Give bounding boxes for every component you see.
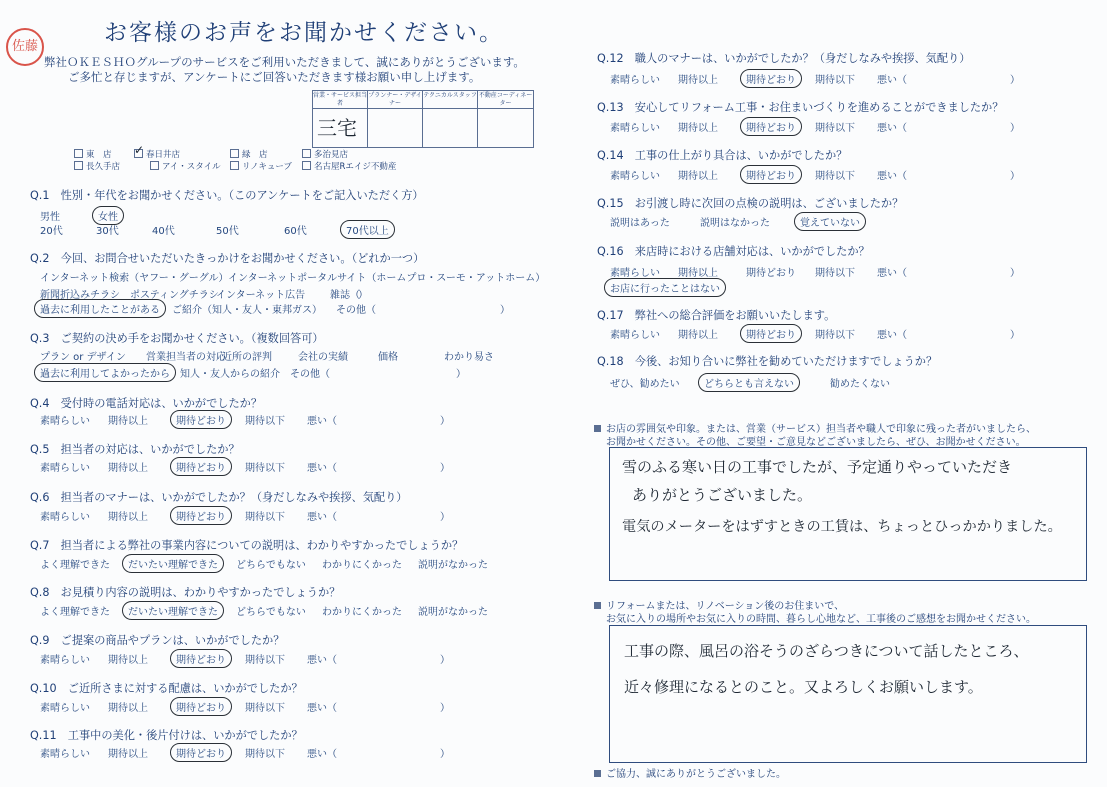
- q13-option[interactable]: ）: [1010, 123, 1020, 134]
- q3-option[interactable]: ）: [456, 369, 466, 380]
- q7-option[interactable]: どちらでもない: [236, 560, 306, 571]
- q17-option[interactable]: 期待以下: [815, 330, 855, 341]
- q16-option-selected[interactable]: お店に行ったことはない: [604, 278, 726, 297]
- q11-option-selected[interactable]: 期待どおり: [170, 743, 232, 762]
- q1-option-selected[interactable]: 70代以上: [340, 220, 395, 239]
- q8-option[interactable]: わかりにくかった: [322, 607, 402, 618]
- page-title: お客様のお声をお聞かせください。: [104, 20, 504, 46]
- q1-option[interactable]: 30代: [96, 226, 119, 237]
- checkbox-icon: [74, 149, 83, 158]
- checkbox-icon: [150, 161, 159, 170]
- q17-option[interactable]: ）: [1010, 330, 1020, 341]
- comment1-box[interactable]: [609, 447, 1087, 581]
- q6-option[interactable]: 悪い（: [307, 512, 337, 523]
- q13-option-selected[interactable]: 期待どおり: [740, 117, 802, 136]
- q2-option[interactable]: インターネット広告: [216, 290, 306, 301]
- staff-header-technical: テクニカルスタッフ: [423, 91, 478, 109]
- q1-option[interactable]: 20代: [40, 226, 63, 237]
- q8-option[interactable]: 説明がなかった: [418, 607, 488, 618]
- q13-option[interactable]: 素晴らしい: [610, 123, 660, 134]
- q4-option[interactable]: 期待以下: [245, 416, 285, 427]
- store-nagakute: 長久手店: [74, 160, 120, 172]
- q1-option[interactable]: 50代: [216, 226, 239, 237]
- q16-option[interactable]: 期待どおり: [746, 268, 796, 279]
- q5-option[interactable]: 期待以上: [108, 463, 148, 474]
- q12-option[interactable]: 期待以上: [678, 75, 718, 86]
- question-18-text: Q.18 今後、お知り合いに弊社を勧めていただけますでしょうか？: [597, 355, 938, 368]
- q16-option[interactable]: ）: [1010, 268, 1020, 279]
- square-bullet-icon: [594, 425, 601, 432]
- question-11-text: Q.11 工事中の美化・後片付けは、いかがでしたか？: [30, 729, 303, 742]
- store-kasugai: ✓ 春日井店: [134, 143, 181, 160]
- q9-option[interactable]: 悪い（: [307, 655, 337, 666]
- q12-option[interactable]: 素晴らしい: [610, 75, 660, 86]
- q12-option[interactable]: ）: [1010, 75, 1020, 86]
- q18-option[interactable]: ぜひ、勧めたい: [610, 379, 680, 390]
- store-midori: 緑 店: [230, 148, 268, 160]
- staff-cell-realestate: [478, 109, 533, 147]
- q11-option[interactable]: 期待以下: [245, 749, 285, 760]
- question-1-text: Q.1 性別・年代をお聞かせください。（このアンケートをご記入いただく方）: [30, 189, 424, 202]
- question-12-text: Q.12 職人のマナーは、いかがでしたか？（身だしなみや挨拶、気配り）: [597, 52, 971, 65]
- q9-option[interactable]: 期待以下: [245, 655, 285, 666]
- question-8-text: Q.8 お見積り内容の説明は、わかりやすかったでしょうか？: [30, 586, 341, 599]
- q2-option[interactable]: 雑誌（: [330, 290, 360, 301]
- q3-option[interactable]: プラン or デザイン: [40, 352, 126, 363]
- q3-option[interactable]: 知人・友人からの紹介: [180, 369, 280, 380]
- q17-option[interactable]: 悪い（: [877, 330, 907, 341]
- comment1-prompt: お店の雰囲気や印象。または、営業（サービス）担当者や職人で印象に残った者がいましたら、 お聞かせください。その他、ご要望・ご意見などございましたら、ぜひ、お聞かせください。: [594, 423, 1036, 449]
- comment2-line-2: 近々修理になるとのこと。又よろしくお願いします。: [624, 678, 983, 696]
- store-nagoya-rage: 名古屋Rエイジ不動産: [302, 160, 396, 172]
- q18-option[interactable]: 勧めたくない: [830, 379, 890, 390]
- question-10-text: Q.10 ご近所さまに対する配慮は、いかがでしたか？: [30, 682, 303, 695]
- q4-option[interactable]: 素晴らしい: [40, 416, 90, 427]
- comment1-line-2: ありがとうございました。: [632, 486, 813, 504]
- q2-option[interactable]: インターネットポータルサイト（ホームプロ・スーモ・アットホーム）: [228, 273, 546, 284]
- checkbox-icon: [302, 161, 311, 170]
- q5-option[interactable]: 悪い（: [307, 463, 337, 474]
- question-5-text: Q.5 担当者の対応は、いかがでしたか？: [30, 443, 240, 456]
- question-14-text: Q.14 工事の仕上がり具合は、いかがでしたか？: [597, 149, 848, 162]
- q11-option[interactable]: 悪い（: [307, 749, 337, 760]
- store-renocube: リノキューブ: [230, 160, 292, 172]
- q13-option[interactable]: 期待以上: [678, 123, 718, 134]
- q10-option[interactable]: 悪い（: [307, 703, 337, 714]
- q5-option[interactable]: 素晴らしい: [40, 463, 90, 474]
- q7-option[interactable]: わかりにくかった: [322, 560, 402, 571]
- q6-option[interactable]: 期待以下: [245, 512, 285, 523]
- q12-option[interactable]: 悪い（: [877, 75, 907, 86]
- q6-option[interactable]: 期待以上: [108, 512, 148, 523]
- q1-option[interactable]: 男性: [40, 212, 60, 223]
- q1-option[interactable]: 40代: [152, 226, 175, 237]
- store-east: 東 店: [74, 148, 112, 160]
- q2-option[interactable]: ポスティングチラシ: [130, 290, 219, 301]
- q9-option[interactable]: ）: [440, 655, 450, 666]
- intro-line-1: 弊社ＯＫＥＳＨＯグループのサービスをご利用いただきまして、誠にありがとうございます。: [44, 55, 525, 69]
- question-15-text: Q.15 お引渡し時に次回の点検の説明は、ございましたか？: [597, 197, 904, 210]
- q16-option[interactable]: 期待以上: [678, 268, 718, 279]
- q3-option[interactable]: その他（: [290, 369, 330, 380]
- seal-stamp: 佐藤: [6, 28, 44, 66]
- q12-option-selected[interactable]: 期待どおり: [740, 69, 802, 88]
- q4-option-selected[interactable]: 期待どおり: [170, 410, 232, 429]
- q2-option[interactable]: ご紹介（知人・友人・東邦ガス）: [172, 305, 322, 316]
- q2-option[interactable]: インターネット検索（ヤフー・グーグル）: [40, 273, 229, 284]
- q14-option[interactable]: 悪い（: [877, 171, 907, 182]
- question-6-text: Q.6 担当者のマナーは、いかがでしたか？（身だしなみや挨拶、気配り）: [30, 491, 408, 504]
- q3-option-selected[interactable]: 過去に利用してよかったから: [34, 363, 176, 382]
- q14-option[interactable]: 期待以下: [815, 171, 855, 182]
- q2-option[interactable]: 新聞折込みチラシ: [40, 290, 120, 301]
- q11-option[interactable]: 素晴らしい: [40, 749, 90, 760]
- q13-option[interactable]: 期待以下: [815, 123, 855, 134]
- q3-option[interactable]: 近所の評判: [222, 352, 272, 363]
- staff-cell-planner: [368, 109, 423, 147]
- checkbox-icon: [302, 149, 311, 158]
- staff-header-planner: プランナー・デザイナー: [368, 92, 422, 107]
- staff-name-sales: 三宅: [317, 116, 357, 140]
- q7-option[interactable]: よく理解できた: [40, 560, 110, 571]
- checkbox-icon: [74, 161, 83, 170]
- question-17-text: Q.17 弊社への総合評価をお願いいたします。: [597, 309, 836, 322]
- checkbox-icon: [230, 149, 239, 158]
- question-4-text: Q.4 受付時の電話対応は、いかがでしたか？: [30, 397, 263, 410]
- q12-option[interactable]: 期待以下: [815, 75, 855, 86]
- q10-option[interactable]: 期待以下: [245, 703, 285, 714]
- q13-option[interactable]: 悪い（: [877, 123, 907, 134]
- q9-option-selected[interactable]: 期待どおり: [170, 649, 232, 668]
- q16-option[interactable]: 期待以下: [815, 268, 855, 279]
- q1-option-selected[interactable]: 女性: [92, 206, 124, 225]
- question-3-text: Q.3 ご契約の決め手をお聞かせください。（複数回答可）: [30, 332, 324, 345]
- q10-option[interactable]: 素晴らしい: [40, 703, 90, 714]
- q4-option[interactable]: ）: [440, 416, 450, 427]
- q15-option[interactable]: 説明はあった: [610, 218, 670, 229]
- q2-option-selected[interactable]: 過去に利用したことがある: [34, 299, 166, 318]
- q4-option[interactable]: 期待以上: [108, 416, 148, 427]
- q4-option[interactable]: 悪い（: [307, 416, 337, 427]
- q17-option[interactable]: 期待以上: [678, 330, 718, 341]
- checkbox-icon: [230, 161, 239, 170]
- question-16-text: Q.16 来店時における店舗対応は、いかがでしたか？: [597, 245, 870, 258]
- q8-option-selected[interactable]: だいたい理解できた: [122, 601, 224, 620]
- q3-option[interactable]: わかり易さ: [444, 352, 494, 363]
- square-bullet-icon: [594, 770, 601, 777]
- q6-option[interactable]: 素晴らしい: [40, 512, 90, 523]
- q10-option[interactable]: ）: [440, 703, 450, 714]
- q6-option[interactable]: ）: [440, 512, 450, 523]
- question-7-text: Q.7 担当者による弊社の事業内容についての説明は、わかりやすかったでしょうか？: [30, 539, 464, 552]
- q3-option[interactable]: 営業担当者の対応: [146, 352, 226, 363]
- q17-option[interactable]: 素晴らしい: [610, 330, 660, 341]
- q10-option-selected[interactable]: 期待どおり: [170, 697, 232, 716]
- q16-option[interactable]: 素晴らしい: [610, 268, 660, 279]
- q11-option[interactable]: ）: [440, 749, 450, 760]
- q8-option[interactable]: よく理解できた: [40, 607, 110, 618]
- q14-option[interactable]: ）: [1010, 171, 1020, 182]
- q17-option-selected[interactable]: 期待どおり: [740, 324, 802, 343]
- q1-option[interactable]: 60代: [284, 226, 307, 237]
- checkbox-checked-icon: ✓: [134, 143, 145, 157]
- q9-option[interactable]: 素晴らしい: [40, 655, 90, 666]
- q11-option[interactable]: 期待以上: [108, 749, 148, 760]
- comment1-line-1: 雪のふる寒い日の工事でしたが、予定通りやっていただき: [622, 458, 1013, 476]
- q2-option[interactable]: ）: [358, 290, 368, 301]
- comment2-box[interactable]: [609, 625, 1087, 763]
- comment2-prompt: リフォームまたは、リノベーション後のお住まいで、 お気に入りの場所やお気に入りの時間、暮らし心地など、工事後のご感想をお聞かせください。: [594, 600, 1036, 626]
- q15-option-selected[interactable]: 覚えていない: [794, 212, 866, 231]
- staff-header-sales: 営業・サービス担当者: [313, 92, 368, 107]
- q15-option[interactable]: 説明はなかった: [700, 218, 770, 229]
- question-2-text: Q.2 今回、お問合せいただいたきっかけをお聞かせください。（どれか一つ）: [30, 252, 425, 265]
- store-istyle: アイ・スタイル: [150, 160, 221, 172]
- q6-option-selected[interactable]: 期待どおり: [170, 506, 232, 525]
- q18-option-selected[interactable]: どちらとも言えない: [698, 373, 800, 392]
- thanks-line: ご協力、誠にありがとうございました。: [594, 765, 786, 780]
- staff-table: [312, 90, 534, 148]
- q14-option[interactable]: 素晴らしい: [610, 171, 660, 182]
- q14-option-selected[interactable]: 期待どおり: [740, 165, 802, 184]
- q5-option[interactable]: ）: [440, 463, 450, 474]
- q14-option[interactable]: 期待以上: [678, 171, 718, 182]
- q3-option[interactable]: 会社の実績: [298, 352, 348, 363]
- q7-option[interactable]: 説明がなかった: [418, 560, 488, 571]
- staff-cell-technical: [423, 109, 478, 147]
- q16-option[interactable]: 悪い（: [877, 268, 907, 279]
- q2-option[interactable]: ）: [500, 305, 510, 316]
- question-13-text: Q.13 安心してリフォーム工事・お住まいづくりを進めることができましたか？: [597, 101, 1004, 114]
- comment2-line-1: 工事の際、風呂の浴そうのざらつきについて話したところ、: [624, 642, 1029, 660]
- q5-option[interactable]: 期待以下: [245, 463, 285, 474]
- comment1-line-3: 電気のメーターをはずすときの工賃は、ちょっとひっかかりました。: [622, 519, 1062, 535]
- intro-line-2: ご多忙と存じますが、アンケートにご回答いただきます様お願い申し上げます。: [68, 70, 481, 84]
- store-tajimi: 多治見店: [302, 148, 348, 160]
- q3-option[interactable]: 価格: [378, 352, 398, 363]
- staff-header-realestate: 不動産コーディネーター: [478, 92, 533, 107]
- square-bullet-icon: [594, 602, 601, 609]
- q2-option[interactable]: その他（: [336, 305, 376, 316]
- q8-option[interactable]: どちらでもない: [236, 607, 306, 618]
- q7-option-selected[interactable]: だいたい理解できた: [122, 554, 224, 573]
- q9-option[interactable]: 期待以上: [108, 655, 148, 666]
- q10-option[interactable]: 期待以上: [108, 703, 148, 714]
- question-9-text: Q.9 ご提案の商品やプランは、いかがでしたか？: [30, 634, 285, 647]
- q5-option-selected[interactable]: 期待どおり: [170, 457, 232, 476]
